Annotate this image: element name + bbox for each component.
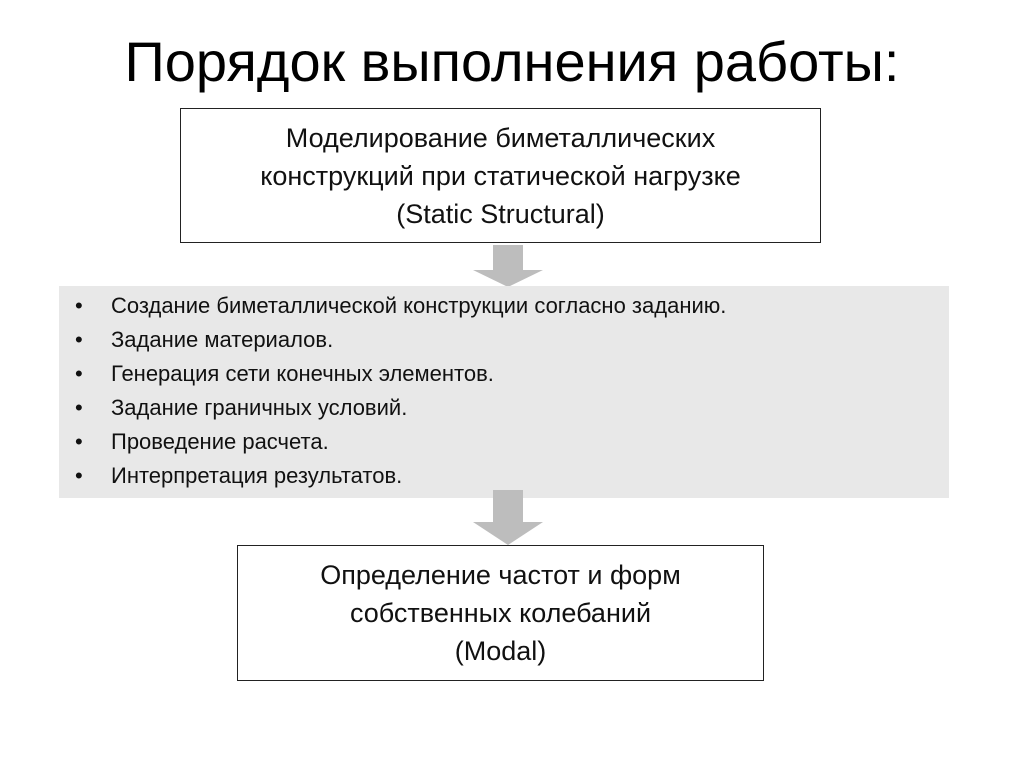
down-arrow-icon [471, 490, 545, 545]
box-line: Моделирование биметаллических [285, 122, 716, 153]
bullet: • [75, 327, 83, 352]
bullet: • [75, 463, 83, 488]
step-text: Генерация сети конечных элементов. [111, 361, 494, 386]
static-structural-box [180, 108, 821, 243]
box-line: Определение частот и форм [320, 560, 681, 590]
bullet: • [75, 361, 83, 386]
list-item [59, 323, 949, 357]
modal-box [237, 545, 764, 681]
page-title: Порядок выполнения работы: [124, 30, 900, 93]
list-item [59, 391, 949, 425]
box-line: собственных колебаний [349, 598, 652, 628]
box-line: конструкций при статической нагрузке [260, 160, 741, 191]
list-item [59, 425, 949, 459]
step-text: Задание материалов. [111, 327, 334, 352]
down-arrow-icon [471, 245, 545, 287]
box-line: (Modal) [454, 636, 547, 666]
step-text: Создание биметаллической конструкции согласно заданию. [111, 293, 727, 318]
steps-list [59, 286, 949, 498]
bullet: • [75, 395, 83, 420]
list-item [59, 357, 949, 391]
bullet: • [75, 429, 83, 454]
bullet: • [75, 293, 83, 318]
step-text: Интерпретация результатов. [111, 463, 403, 488]
step-text: Проведение расчета. [111, 429, 329, 454]
list-item [59, 459, 949, 493]
box-line: (Static Structural) [396, 198, 605, 229]
list-item [59, 289, 949, 323]
step-text: Задание граничных условий. [111, 395, 408, 420]
